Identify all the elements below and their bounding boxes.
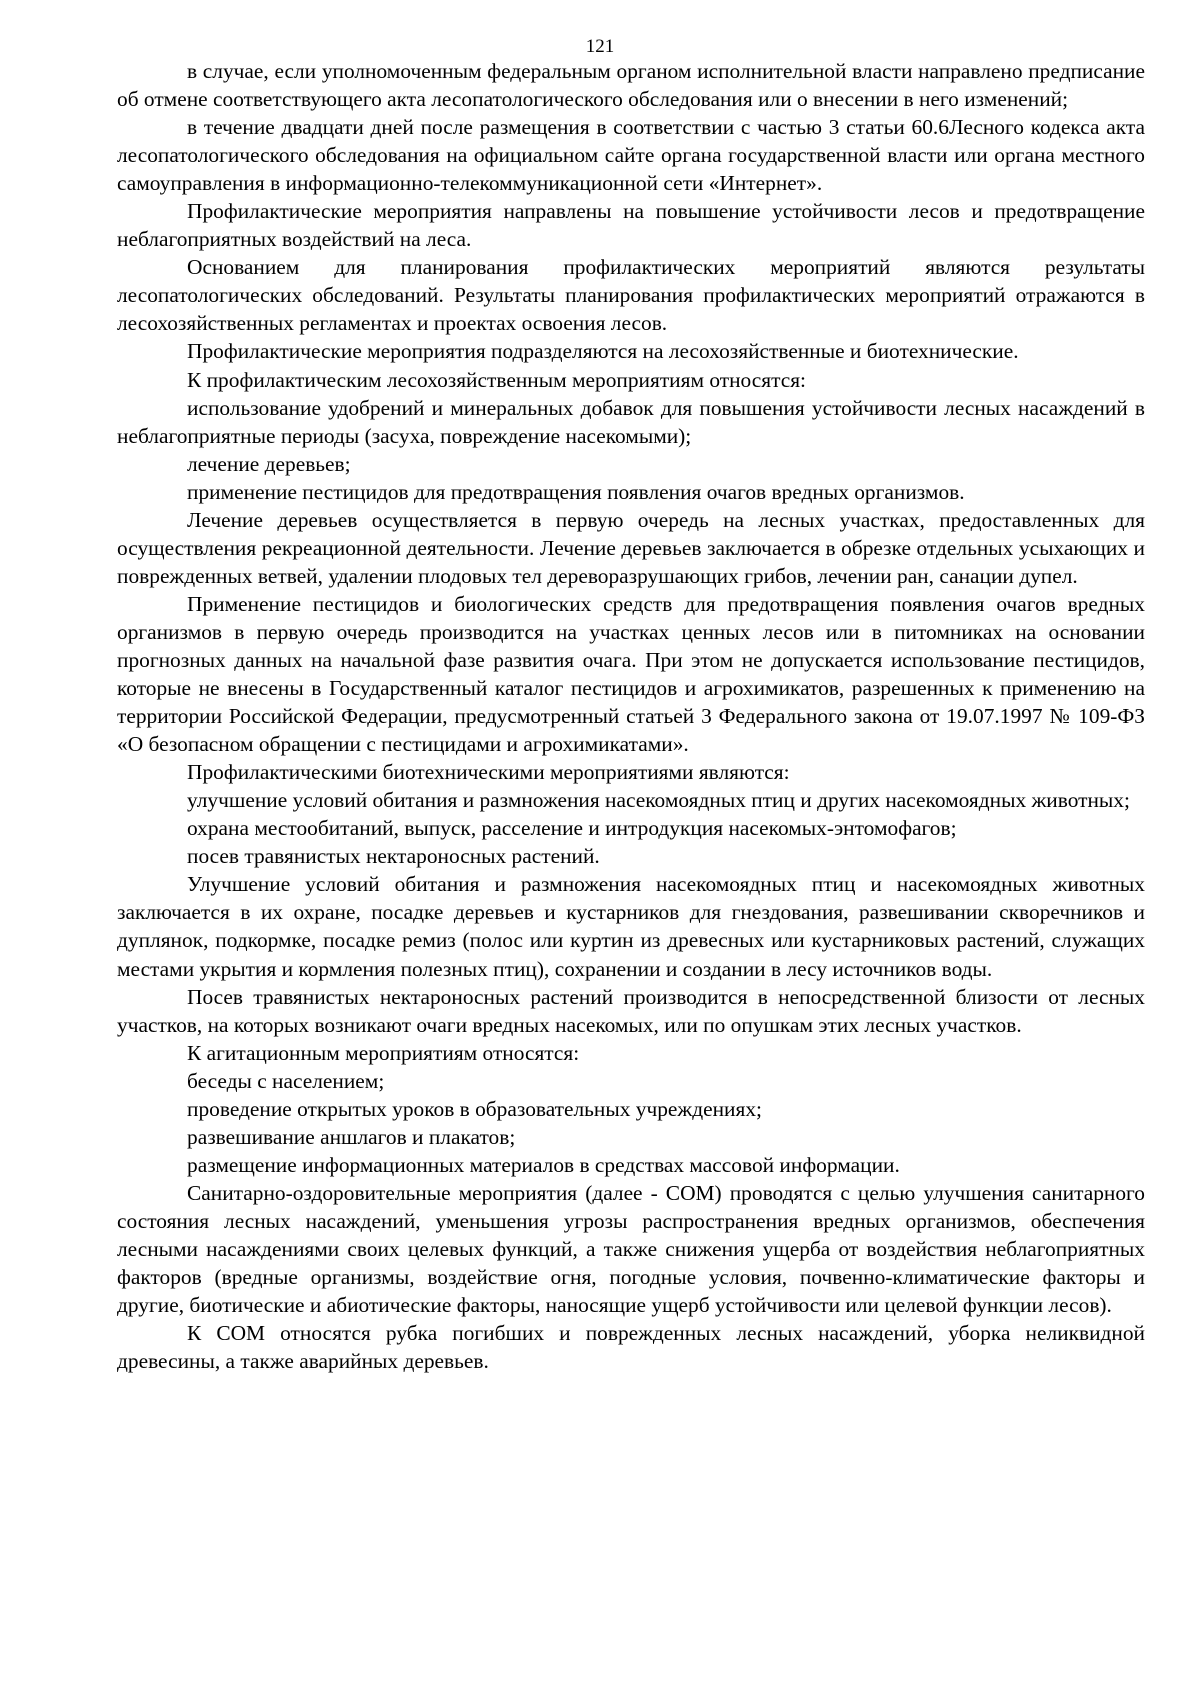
paragraph: в случае, если уполномоченным федеральным органом исполнительной власти направлено предписание об отмене соответствующего акта лесопатологического обследования или о внесении в него изменений; — [117, 59, 1145, 112]
paragraph: лечение деревьев; — [187, 451, 351, 476]
paragraph: Улучшение условий обитания и размножения насекомоядных птиц и насекомоядных животных заключается в их охране, посадке деревьев и кустарников для гнездования, развешивании скворечников и дуплянок, подкормке, посадке ремиз (полос или куртин из древесных или кустарниковых растений, служащих местами укрытия и кормления полезных птиц), сохранении и создании в лесу источников воды. — [117, 872, 1145, 981]
paragraph: развешивание аншлагов и плакатов; — [187, 1124, 516, 1149]
paragraph: беседы с населением; — [187, 1068, 385, 1093]
page-number: 121 — [585, 36, 615, 57]
paragraph: Посев травянистых нектароносных растений производится в непосредственной близости от лесных участков, на которых возникают очаги вредных насекомых, или по опушкам этих лесных участков. — [117, 984, 1145, 1037]
paragraph: проведение открытых уроков в образовательных учреждениях; — [187, 1096, 762, 1121]
paragraph: К СОМ относятся рубка погибших и поврежденных лесных насаждений, уборка неликвидной древесины, а также аварийных деревьев. — [117, 1321, 1145, 1374]
paragraph: К профилактическим лесохозяйственным мероприятиям относятся: — [187, 367, 806, 392]
document-body — [117, 57, 1145, 1375]
paragraph: улучшение условий обитания и размножения насекомоядных птиц и других насекомоядных животных; — [187, 788, 1130, 813]
paragraph: Профилактические мероприятия подразделяются на лесохозяйственные и биотехнические. — [187, 339, 1019, 364]
paragraph: размещение информационных материалов в средствах массовой информации. — [187, 1152, 900, 1177]
paragraph: Лечение деревьев осуществляется в первую очередь на лесных участках, предоставленных для осуществления рекреационной деятельности. Лечение деревьев заключается в обрезке отдельных усыхающих и поврежденных ветвей, удалении плодовых тел дереворазрушающих грибов, лечении ран, санации дупел. — [117, 507, 1145, 588]
paragraph: Профилактические мероприятия направлены на повышение устойчивости лесов и предотвращение неблагоприятных воздействий на леса. — [117, 199, 1145, 252]
paragraph: в течение двадцати дней после размещения в соответствии с частью 3 статьи 60.6Лесного кодекса акта лесопатологического обследования на официальном сайте органа государственной власти или органа местного самоуправления в информационно-телекоммуникационной сети «Интернет». — [117, 115, 1145, 196]
paragraph: посев травянистых нектароносных растений. — [187, 844, 600, 869]
paragraph: использование удобрений и минеральных добавок для повышения устойчивости лесных насаждений в неблагоприятные периоды (засуха, повреждение насекомыми); — [117, 395, 1145, 448]
paragraph: Применение пестицидов и биологических средств для предотвращения появления очагов вредных организмов в первую очередь производится на участках ценных лесов или в питомниках на основании прогнозных данных на начальной фазе развития очага. При этом не допускается использование пестицидов, которые не внесены в Государственный каталог пестицидов и агрохимикатов, разрешенных к применению на территории Российской Федерации, предусмотренный статьей 3 Федерального закона от 19.07.1997 № 109-ФЗ «О безопасном обращении с пестицидами и агрохимикатами». — [117, 591, 1145, 757]
paragraph: применение пестицидов для предотвращения появления очагов вредных организмов. — [187, 479, 965, 504]
paragraph: Основанием для планирования профилактических мероприятий являются результаты лесопатологических обследований. Результаты планирования профилактических мероприятий отражаются в лесохозяйственных регламентах и проектах освоения лесов. — [117, 255, 1145, 336]
paragraph: Профилактическими биотехническими мероприятиями являются: — [187, 760, 790, 785]
paragraph: охрана местообитаний, выпуск, расселение и интродукция насекомых-энтомофагов; — [187, 816, 957, 841]
paragraph: Санитарно-оздоровительные мероприятия (далее - СОМ) проводятся с целью улучшения санитарного состояния лесных насаждений, уменьшения угрозы распространения вредных организмов, обеспечения лесными насаждениями своих целевых функций, а также снижения ущерба от воздействия неблагоприятных факторов (вредные организмы, воздействие огня, погодные условия, почвенно-климатические факторы и другие, биотические и абиотические факторы, наносящие ущерб устойчивости или целевой функции лесов). — [117, 1180, 1145, 1318]
paragraph: К агитационным мероприятиям относятся: — [187, 1040, 580, 1065]
